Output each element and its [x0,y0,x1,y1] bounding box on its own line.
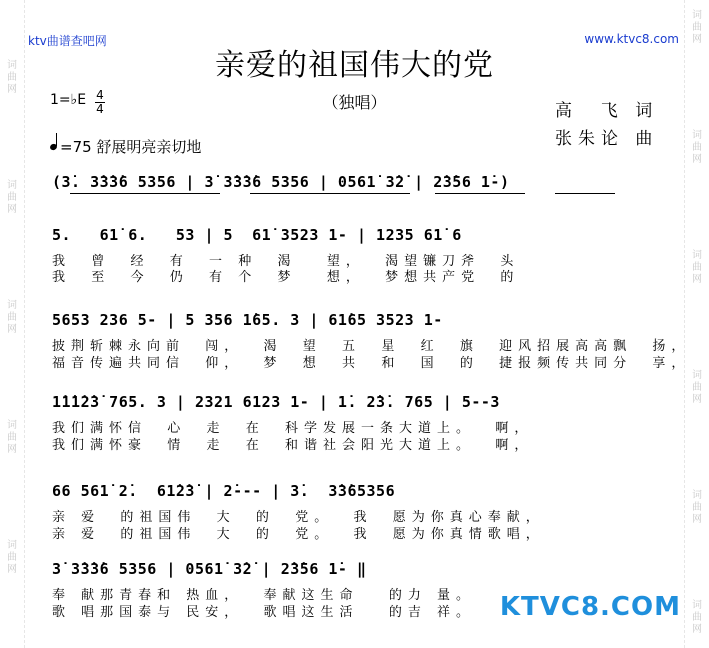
watermark-text: 词曲网 [692,130,702,165]
composer-credit: 张朱论 曲 [555,129,659,149]
beam-line [250,193,410,194]
watermark-text: 词曲网 [7,60,17,95]
melody-line: 1̇1̇1̇2̇3̇ 765. 3 | 2321 6123 1- | 1̇. 2̇3̇. 765 | 5--3 [52,393,500,411]
watermark-text: 词曲网 [692,250,702,285]
lyric-verse-1: 奉 献那青春和 热血， 奉献这生命 的力 量。 [52,588,476,603]
watermark-text: 词曲网 [7,300,17,335]
lyric-verse-2: 亲 爱 的祖国伟 大 的 党。 我 愿为你真情歌唱， [52,527,545,542]
watermark-text: 词曲网 [692,370,702,405]
beam-line [555,193,615,194]
quarter-note-head-icon [49,143,58,151]
lyric-verse-2: 我 至 今 仍 有 个 梦 想， 梦想共产党 的 [52,270,520,285]
lyric-verse-1: 亲 爱 的祖国伟 大 的 党。 我 愿为你真心奉献， [52,510,545,525]
lyric-verse-2: 我们满怀豪 情 走 在 和谐社会阳光大道上。 啊， [52,438,534,453]
watermark-text: 词曲网 [7,420,17,455]
time-signature-bottom: 4 [96,102,104,116]
watermark-text: 词曲网 [7,540,17,575]
beam-line [435,193,525,194]
watermark-text: 词曲网 [692,10,702,45]
site-url-right[interactable]: www.ktvc8.com [584,32,679,46]
lyric-verse-2: 歌 唱那国泰与 民安， 歌唱这生活 的吉 祥。 [52,605,476,620]
melody-line-intro: (3̇. 3̇3̇3̇6 5356 | 3̇ 3̇3̇3̇6 5356 | 0561̇ 3̇2̇ | 2̇3̇56 1̇-) [52,173,510,191]
melody-line: 5. 61̇ 6. 53 | 5 61̇ 3523 1- | 1235 61̇ 6 [52,226,462,244]
melody-line: 66 561̇ 2̇. 61̇2̇3̇ | 2̇--- | 3̇. 3̇3̇65356 [52,482,396,500]
lyric-verse-1: 我 曾 经 有 一 种 渴 望， 渴望镰刀斧 头 [52,254,520,269]
ktvc8-logo: KTVC8.COM [499,592,681,622]
watermark-text: 词曲网 [692,490,702,525]
melody-line: 5653 236 5- | 5 356 1̇65. 3 | 61̇65 3523 1- [52,311,443,329]
time-signature-top: 4 [96,88,104,102]
lyric-verse-1: 披荆斩棘永向前 闯， 渴 望 五 星 红 旗 迎风招展高高飘 扬， [52,339,691,354]
melody-line: 3̇ 3̇3̇3̇6 5356 | 0561̇ 3̇2̇ | 2̇3̇56 1̇- ‖ [52,560,367,578]
beam-line [70,193,220,194]
watermark-text: 词曲网 [692,600,702,635]
lyric-verse-1: 我们满怀信 心 走 在 科学发展一条大道上。 啊， [52,421,534,436]
key-signature: 1=♭E [50,92,87,108]
time-signature [95,89,105,116]
song-subtitle: （独唱） [322,93,387,112]
song-title: 亲爱的祖国伟大的党 [215,48,494,83]
lyric-verse-2: 福音传遍共同信 仰， 梦 想 共 和 国 的 捷报频传共同分 享， [52,356,691,371]
lyricist-credit: 高 飞 词 [555,101,659,121]
tempo-marking: =75 舒展明亮亲切地 [60,138,202,156]
watermark-text: 词曲网 [7,180,17,215]
site-name-left[interactable]: ktv曲谱查吧网 [28,34,107,48]
